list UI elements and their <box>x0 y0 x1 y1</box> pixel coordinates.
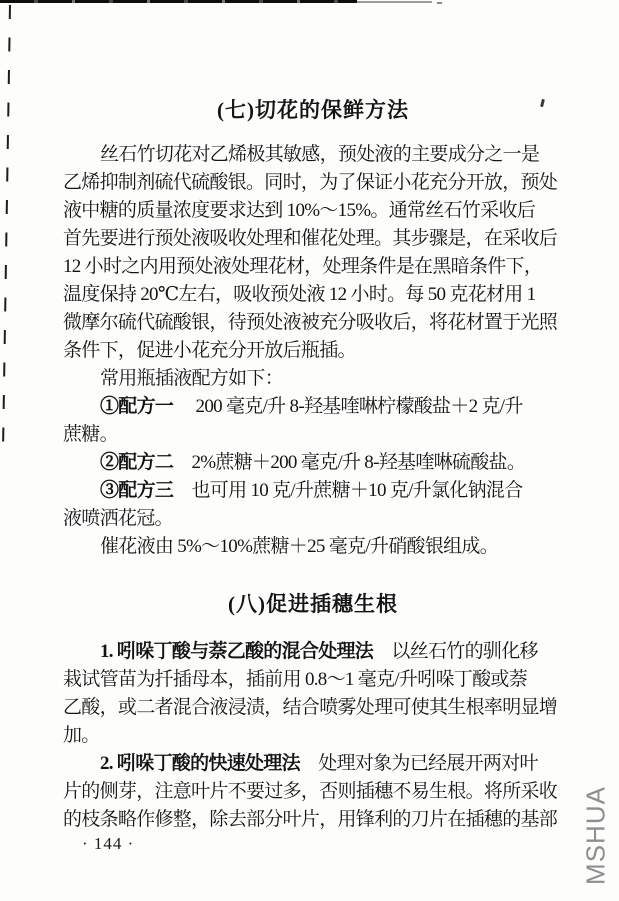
text-line: 温度保持 20℃左右，吸收预处液 12 小时。每 50 克花材用 1 <box>63 284 536 305</box>
text-line: 片的侧芽，注意叶片不要过多，否则插穗不易生根。将所采收 <box>63 781 558 802</box>
text-line-formula-3: ③配方三 也可用 10 克/升蔗糖＋10 克/升氯化钠混合 <box>100 480 523 501</box>
text-line: 12 小时之内用预处液处理花材，处理条件是在黑暗条件下， <box>63 256 543 277</box>
text-block <box>63 96 563 834</box>
scan-left-binding-marks <box>2 5 11 455</box>
section-heading-7: (七)切花的保鲜方法 <box>217 98 409 122</box>
text-line-method-2: 2. 吲哚丁酸的快速处理法 处理对象为已经展开两对叶 <box>100 753 538 774</box>
text-line-method-1: 1. 吲哚丁酸与萘乙酸的混合处理法 以丝石竹的驯化移 <box>100 641 538 662</box>
text-line: 乙烯抑制剂硫代硫酸银。同时，为了保证小花充分开放，预处 <box>63 172 558 193</box>
page-number: · 144 · <box>82 834 135 853</box>
scan-noise-mark <box>437 2 442 4</box>
text-line-formula-2: ②配方二 2%蔗糖＋200 毫克/升 8-羟基喹啉硫酸盐。 <box>100 452 526 473</box>
text-line-formula-1: ①配方一 200 毫克/升 8-羟基喹啉柠檬酸盐＋2 克/升 <box>100 396 523 417</box>
text-line: 条件下，促进小花充分开放后瓶插。 <box>63 340 356 361</box>
text-line: 液中糖的质量浓度要求达到 10%～15%。通常丝石竹采收后 <box>63 200 536 221</box>
scan-top-edge-artifact <box>0 0 357 3</box>
text-line: 的枝条略作修整，除去部分叶片，用锋利的刀片在插穗的基部 <box>63 809 558 830</box>
text-line: 常用瓶插液配方如下： <box>100 368 284 389</box>
section-heading-8: (八)促进插穗生根 <box>228 592 398 616</box>
scan-top-edge-artifact-light <box>357 1 432 3</box>
text-line: 首先要进行预处液吸收处理和催花处理。其步骤是，在采收后 <box>63 228 558 249</box>
text-line: 栽试管苗为扦插母本，插前用 0.8～1 毫克/升吲哚丁酸或萘 <box>63 669 528 690</box>
text-line: 催花液由 5%～10%蔗糖＋25 毫克/升硝酸银组成。 <box>100 536 499 557</box>
text-line: 丝石竹切花对乙烯极其敏感，预处液的主要成分之一是 <box>100 144 540 165</box>
text-line: 乙酸，或二者混合液浸渍，结合喷雾处理可使其生根率明显增 <box>63 697 558 718</box>
text-line: 微摩尔硫代硫酸银，待预处液被充分吸收后，将花材置于光照 <box>63 312 558 333</box>
text-line: 加。 <box>63 725 100 746</box>
text-line: 液喷洒花冠。 <box>63 508 173 529</box>
text-line: 蔗糖。 <box>63 424 118 445</box>
watermark: MSHUA <box>580 786 611 885</box>
